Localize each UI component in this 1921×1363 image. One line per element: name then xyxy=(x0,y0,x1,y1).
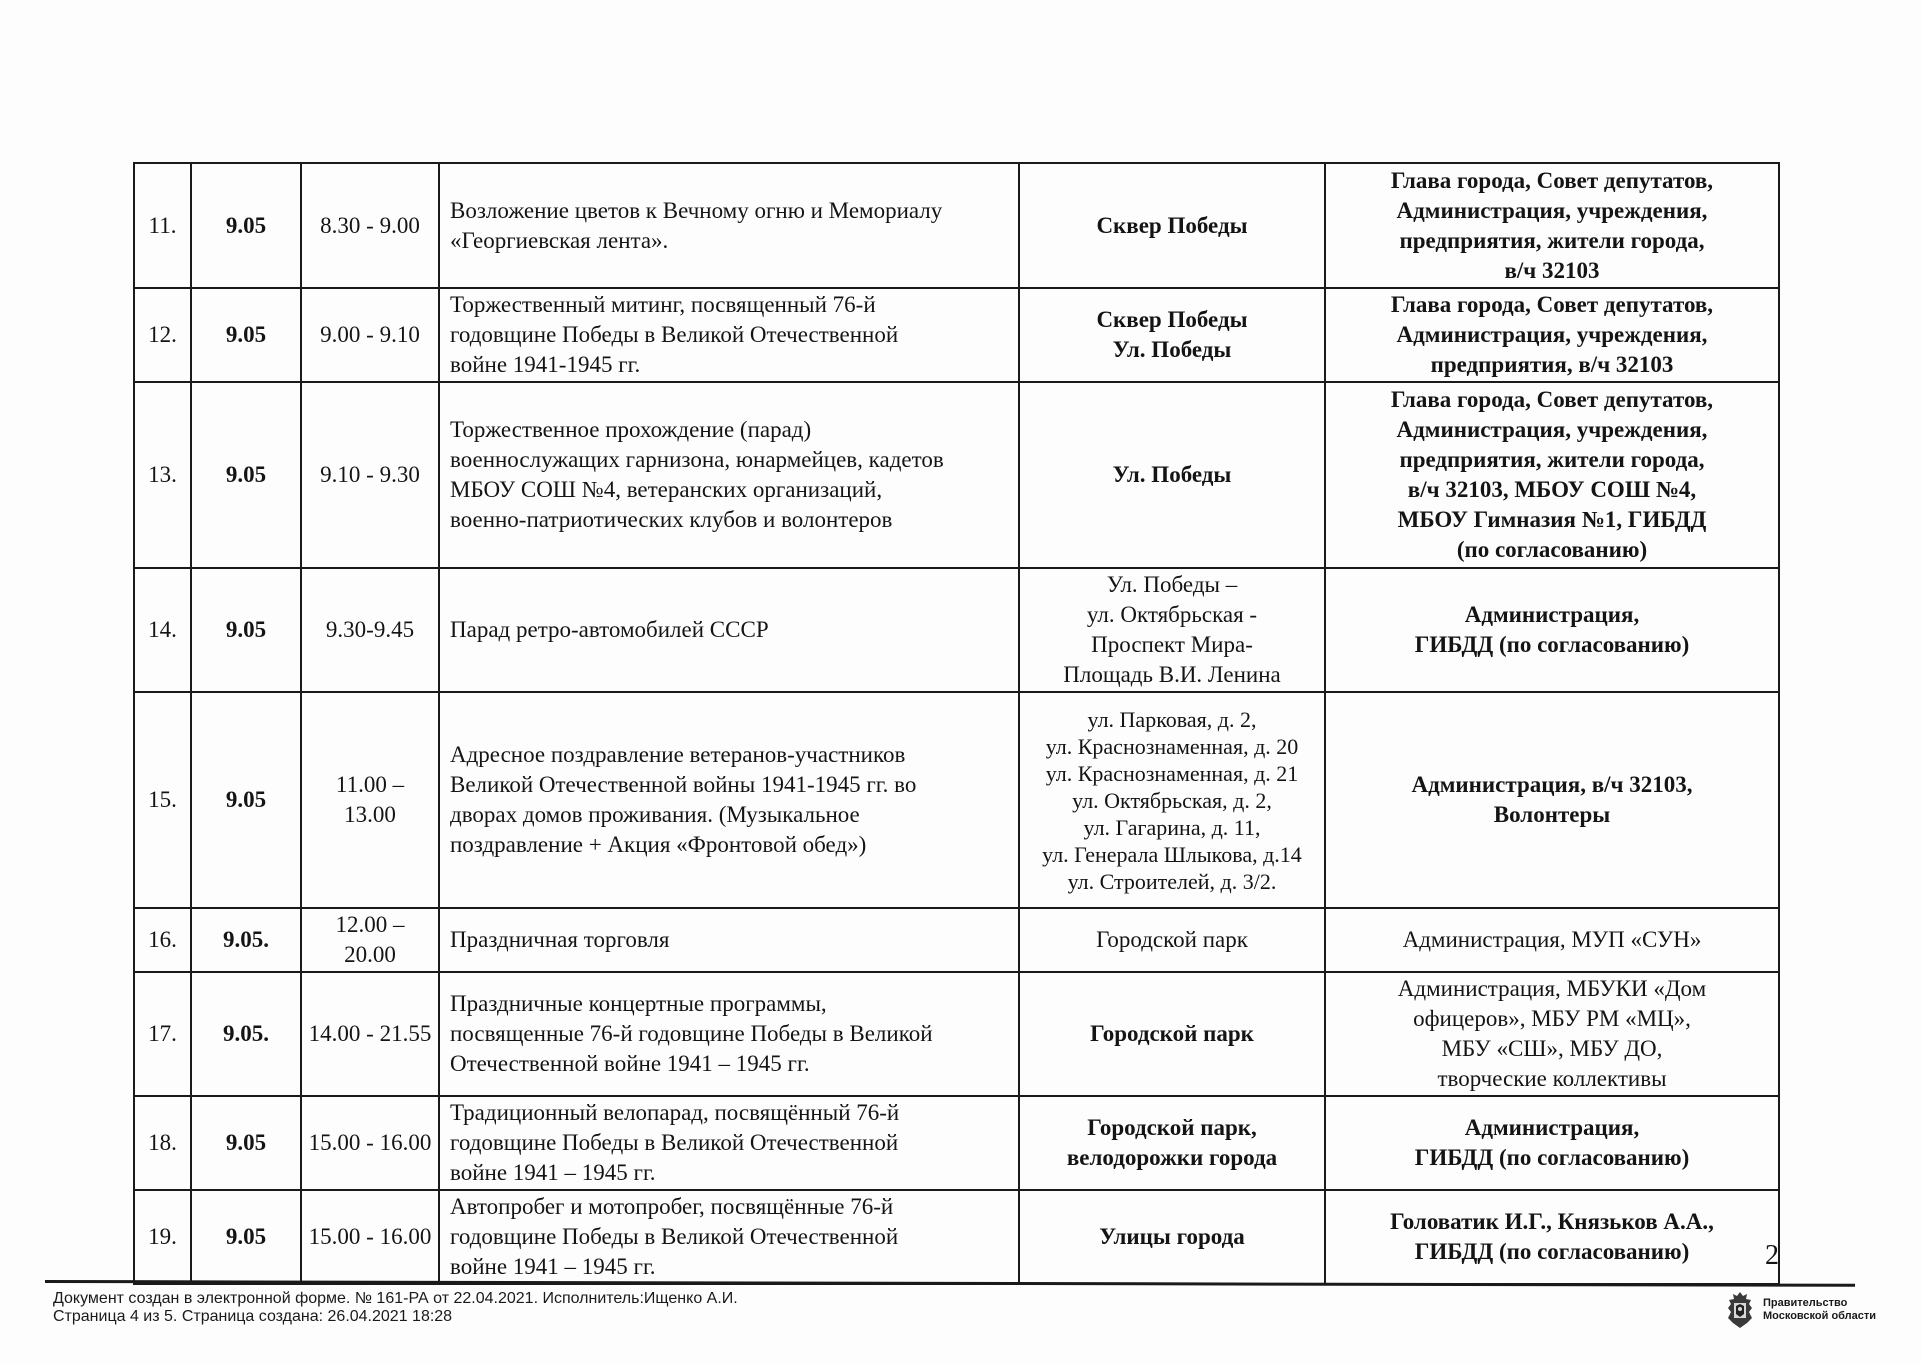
event-line: военнослужащих гарнизона, юнармейцев, кадетов xyxy=(450,447,944,472)
table-row xyxy=(134,382,1779,568)
event-line: войне 1941 – 1945 гг. xyxy=(450,1254,656,1279)
table-row xyxy=(134,163,1779,288)
event-schedule-table xyxy=(133,162,1780,1285)
row-number: 18. xyxy=(134,1096,191,1190)
responsible-line: ГИБДД (по согласованию) xyxy=(1414,1145,1690,1170)
responsible-line: Администрация, МБУКИ «Дом xyxy=(1397,976,1707,1001)
schedule-body xyxy=(134,163,1779,1284)
place-line: ул. Октябрьская - xyxy=(1086,602,1258,627)
place-line: Площадь В.И. Ленина xyxy=(1063,662,1281,687)
event-date: 9.05 xyxy=(191,382,301,568)
table-row xyxy=(134,972,1779,1096)
event-responsible xyxy=(1325,568,1779,692)
event-date: 9.05 xyxy=(191,163,301,288)
event-time: 15.00 - 16.00 xyxy=(301,1190,439,1284)
responsible-line: офицеров», МБУ РМ «МЦ», xyxy=(1413,1006,1691,1031)
responsible-line: Волонтеры xyxy=(1493,802,1611,827)
responsible-line: творческие коллективы xyxy=(1437,1066,1667,1091)
logo-caption xyxy=(1763,1297,1876,1323)
logo-line-2: Московской области xyxy=(1763,1310,1877,1322)
place-line: Городской парк xyxy=(1096,927,1248,952)
event-description xyxy=(439,692,1019,908)
responsible-line: ГИБДД (по согласованию) xyxy=(1414,632,1690,657)
event-line: Парад ретро-автомобилей СССР xyxy=(450,617,769,642)
event-time: 9.30-9.45 xyxy=(301,568,439,692)
responsible-line: Администрация, учреждения, xyxy=(1396,197,1708,223)
event-line: войне 1941-1945 гг. xyxy=(450,352,641,377)
row-number: 12. xyxy=(134,288,191,382)
event-responsible xyxy=(1325,692,1779,908)
event-line: Возложение цветов к Вечному огню и Мемориалу xyxy=(450,197,943,223)
government-logo xyxy=(1725,1290,1876,1330)
event-date: 9.05 xyxy=(191,1190,301,1284)
event-line: посвященные 76-й годовщине Победы в Великой xyxy=(450,1021,933,1046)
logo-line-1: Правительство xyxy=(1763,1297,1848,1309)
event-responsible xyxy=(1325,1096,1779,1190)
place-line: Городской парк xyxy=(1090,1021,1254,1046)
responsible-line: Администрация, в/ч 32103, xyxy=(1411,772,1693,797)
event-place xyxy=(1019,908,1325,972)
event-place xyxy=(1019,1096,1325,1190)
place-line: Сквер Победы xyxy=(1096,212,1248,238)
event-place xyxy=(1019,692,1325,908)
row-number: 11. xyxy=(134,163,191,288)
event-line: Автопробег и мотопробег, посвящённые 76-й xyxy=(450,1194,894,1219)
moscow-oblast-crest-icon xyxy=(1725,1290,1755,1330)
event-line: Торжественный митинг, посвященный 76-й xyxy=(450,292,876,317)
table-row xyxy=(134,692,1779,908)
event-responsible xyxy=(1325,382,1779,568)
place-line: ул. Краснознаменная, д. 20 xyxy=(1045,733,1299,759)
event-description xyxy=(439,1096,1019,1190)
event-line: годовщине Победы в Великой Отечественной xyxy=(450,322,899,347)
event-date: 9.05. xyxy=(191,908,301,972)
page-number: 2 xyxy=(1765,1240,1779,1271)
event-time: 15.00 - 16.00 xyxy=(301,1096,439,1190)
responsible-line: Администрация, xyxy=(1464,1115,1640,1140)
responsible-line: ГИБДД (по согласованию) xyxy=(1414,1239,1690,1264)
place-line: Ул. Победы xyxy=(1112,337,1232,362)
event-responsible xyxy=(1325,908,1779,972)
event-description xyxy=(439,288,1019,382)
place-line: ул. Гагарина, д. 11, xyxy=(1083,814,1261,840)
event-line: МБОУ СОШ №4, ветеранских организаций, xyxy=(450,477,883,502)
event-place xyxy=(1019,1190,1325,1284)
place-line: ул. Октябрьская, д. 2, xyxy=(1072,787,1272,813)
event-time: 9.00 - 9.10 xyxy=(301,288,439,382)
event-time: 14.00 - 21.55 xyxy=(301,972,439,1096)
event-responsible xyxy=(1325,972,1779,1096)
event-place xyxy=(1019,288,1325,382)
event-date: 9.05. xyxy=(191,972,301,1096)
responsible-line: Администрация, учреждения, xyxy=(1396,322,1708,347)
responsible-line: МБУ «СШ», МБУ ДО, xyxy=(1441,1036,1663,1061)
event-time: 9.10 - 9.30 xyxy=(301,382,439,568)
row-number: 14. xyxy=(134,568,191,692)
responsible-line: Глава города, Совет депутатов, xyxy=(1390,167,1714,193)
responsible-line: (по согласованию) xyxy=(1456,537,1648,562)
table-row xyxy=(134,288,1779,382)
document-footer xyxy=(53,1290,738,1326)
row-number: 13. xyxy=(134,382,191,568)
event-line: дворах домов проживания. (Музыкальное xyxy=(450,802,860,827)
place-line: Ул. Победы xyxy=(1112,462,1232,487)
event-line: Великой Отечественной войны 1941-1945 гг. во xyxy=(450,772,917,797)
place-line: велодорожки города xyxy=(1066,1145,1278,1170)
responsible-line: в/ч 32103 xyxy=(1504,257,1600,283)
responsible-line: предприятия, жители города, xyxy=(1399,447,1705,472)
event-description xyxy=(439,163,1019,288)
table-row xyxy=(134,1096,1779,1190)
responsible-line: в/ч 32103, МБОУ СОШ №4, xyxy=(1407,477,1697,502)
row-number: 15. xyxy=(134,692,191,908)
event-line: Адресное поздравление ветеранов-участников xyxy=(450,742,906,767)
place-line: Проспект Мира- xyxy=(1091,632,1253,657)
event-time: 8.30 - 9.00 xyxy=(301,163,439,288)
responsible-line: Глава города, Совет депутатов, xyxy=(1390,387,1714,412)
event-line: Традиционный велопарад, посвящённый 76-й xyxy=(450,1100,900,1125)
table-row xyxy=(134,568,1779,692)
event-line: войне 1941 – 1945 гг. xyxy=(450,1160,656,1185)
responsible-line: МБОУ Гимназия №1, ГИБДД xyxy=(1397,507,1707,532)
event-line: годовщине Победы в Великой Отечественной xyxy=(450,1224,899,1249)
event-time: 12.00 – 20.00 xyxy=(301,908,439,972)
responsible-line: предприятия, в/ч 32103 xyxy=(1430,352,1674,377)
event-place xyxy=(1019,972,1325,1096)
responsible-line: Головатик И.Г., Князьков А.А., xyxy=(1390,1209,1714,1234)
footer-page-info: Страница 4 из 5. Страница создана: 26.04.2021 18:28 xyxy=(53,1308,453,1325)
event-line: годовщине Победы в Великой Отечественной xyxy=(450,1130,899,1155)
event-line: Торжественное прохождение (парад) xyxy=(450,417,812,442)
event-responsible xyxy=(1325,288,1779,382)
event-line: поздравление + Акция «Фронтовой обед») xyxy=(450,832,867,857)
event-line: военно-патриотических клубов и волонтеров xyxy=(450,507,893,532)
event-place xyxy=(1019,382,1325,568)
event-time: 11.00 – 13.00 xyxy=(301,692,439,908)
place-line: ул. Генерала Шлыкова, д.14 xyxy=(1042,841,1302,867)
footer-document-info: Документ создан в электронной форме. № 161-РА от 22.04.2021. Исполнитель:Ищенко А.И. xyxy=(53,1290,738,1307)
event-place xyxy=(1019,568,1325,692)
responsible-line: Администрация, МУП «СУН» xyxy=(1402,927,1702,952)
event-description xyxy=(439,382,1019,568)
place-line: ул. Краснознаменная, д. 21 xyxy=(1045,760,1299,786)
row-number: 17. xyxy=(134,972,191,1096)
event-date: 9.05 xyxy=(191,288,301,382)
place-line: ул. Парковая, д. 2, xyxy=(1087,706,1257,732)
event-date: 9.05 xyxy=(191,692,301,908)
responsible-line: Администрация, учреждения, xyxy=(1396,417,1708,442)
event-responsible xyxy=(1325,163,1779,288)
row-number: 19. xyxy=(134,1190,191,1284)
table-row xyxy=(134,1190,1779,1284)
event-line: Праздничные концертные программы, xyxy=(450,991,827,1016)
table-row xyxy=(134,908,1779,972)
event-place xyxy=(1019,163,1325,288)
event-date: 9.05 xyxy=(191,568,301,692)
responsible-line: Администрация, xyxy=(1464,602,1640,627)
event-date: 9.05 xyxy=(191,1096,301,1190)
place-line: Улицы города xyxy=(1099,1224,1245,1249)
responsible-line: предприятия, жители города, xyxy=(1399,227,1705,253)
event-description xyxy=(439,972,1019,1096)
place-line: Ул. Победы – xyxy=(1106,572,1238,597)
event-description xyxy=(439,568,1019,692)
place-line: ул. Строителей, д. 3/2. xyxy=(1067,868,1277,894)
event-line: Праздничная торговля xyxy=(450,927,670,952)
responsible-line: Глава города, Совет депутатов, xyxy=(1390,292,1714,317)
place-line: Сквер Победы xyxy=(1096,307,1248,332)
event-description xyxy=(439,1190,1019,1284)
event-line: «Георгиевская лента». xyxy=(450,227,669,253)
event-description xyxy=(439,908,1019,972)
row-number: 16. xyxy=(134,908,191,972)
event-line: Отечественной войне 1941 – 1945 гг. xyxy=(450,1051,810,1076)
place-line: Городской парк, xyxy=(1087,1115,1257,1140)
event-responsible xyxy=(1325,1190,1779,1284)
